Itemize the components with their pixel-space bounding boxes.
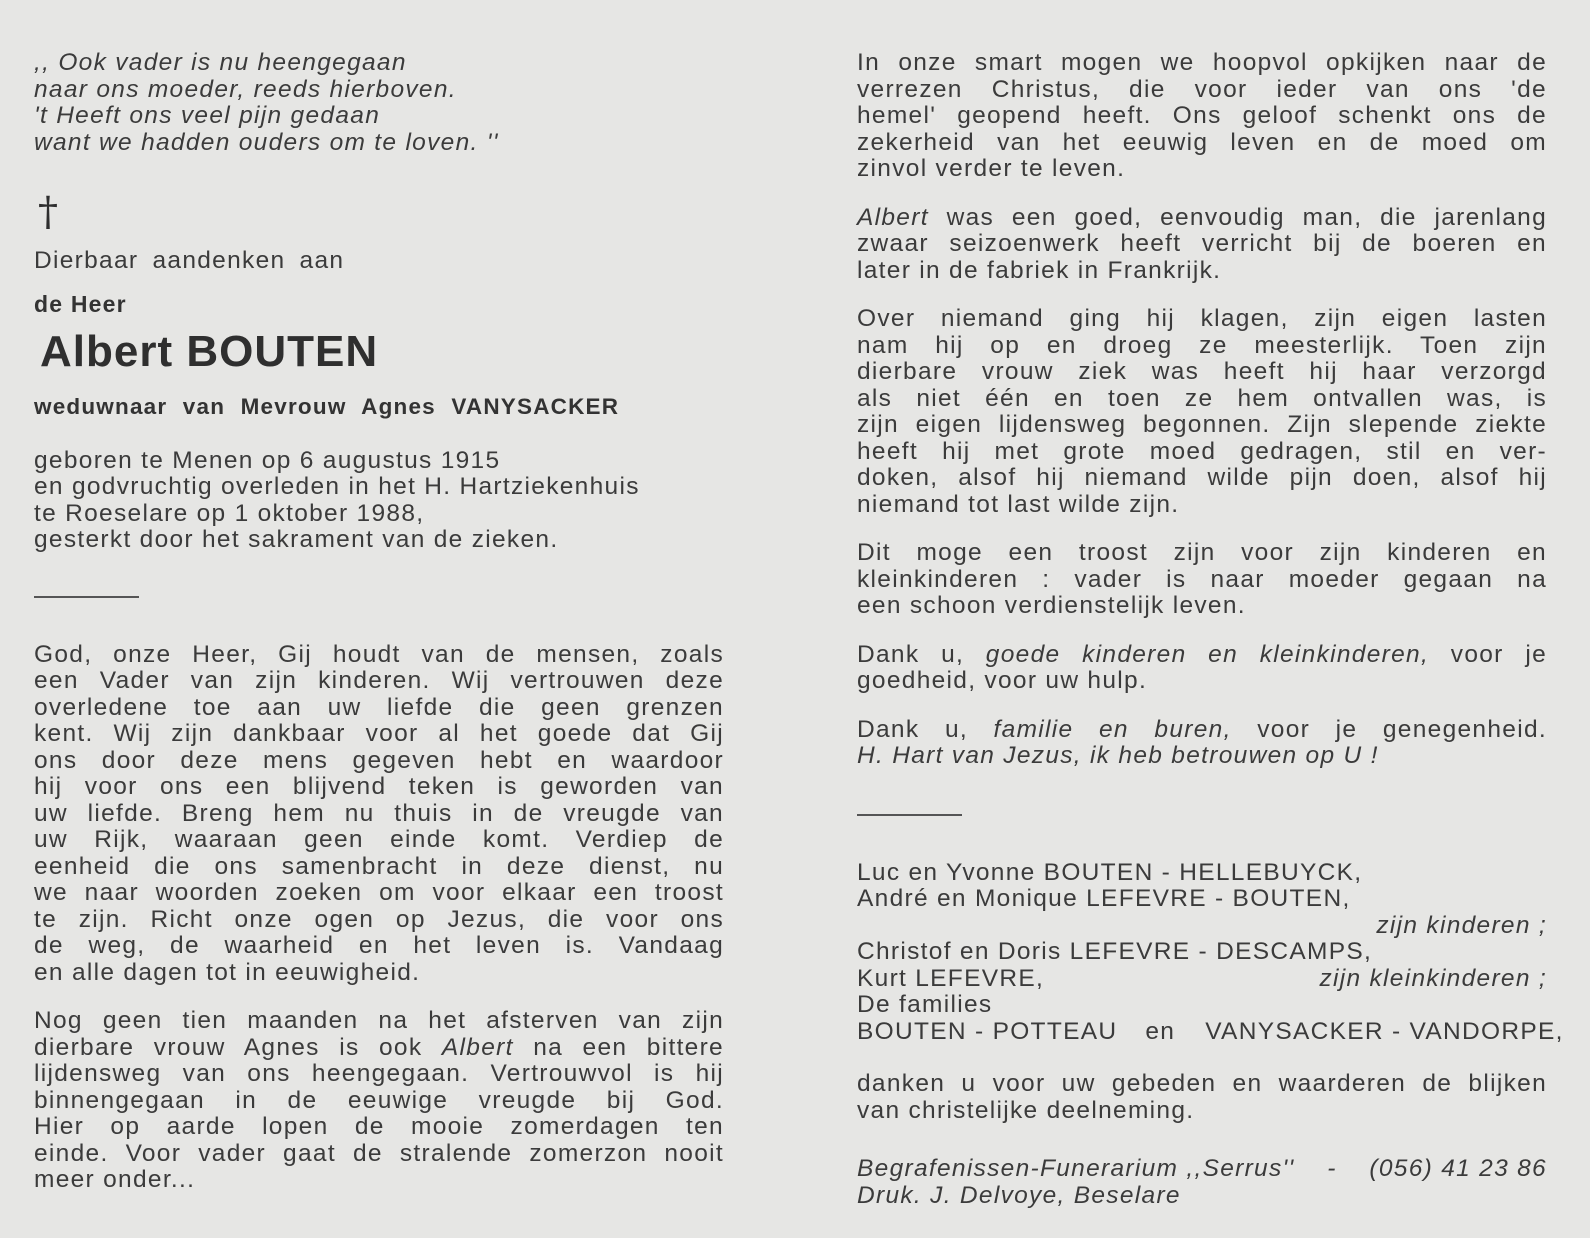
thanks-italic: familie en buren,: [993, 715, 1232, 743]
albert-text: was een goed, eenvoudig man, die jarenlang: [928, 203, 1547, 231]
passing-line: lijdensweg van ons heengegaan. Vertrouwvol is hij: [34, 1060, 724, 1087]
suffering-line: niemand tot last wilde zijn.: [857, 490, 1180, 518]
thanks-text: Dank u,: [857, 715, 994, 743]
family-line: Christof en Doris LEFEVRE - DESCAMPS,: [857, 938, 1373, 965]
prayer-line: de weg, de waarheid en het leven is. Vandaag: [34, 932, 724, 959]
right-column: [857, 46, 1564, 1209]
passing-line: [34, 1035, 724, 1062]
albert-paragraph: [857, 205, 1547, 285]
hope-line: In onze smart mogen we hoopvol opkijken naar de: [857, 49, 1547, 76]
poem-line: 't Heeft ons veel pijn gedaan: [34, 102, 381, 129]
title-prefix: de Heer: [34, 290, 127, 317]
suffering-paragraph: [857, 306, 1547, 518]
suffering-line: doken, alsof hij niemand wilde pijn doen, alsof hij: [857, 464, 1547, 491]
comfort-paragraph: [857, 540, 1547, 620]
thanks-text: voor je genegenheid.: [1231, 715, 1547, 743]
passing-text: na een bittere: [513, 1033, 724, 1061]
passing-text: dierbare vrouw Agnes is ook: [34, 1033, 442, 1061]
family-line: Kurt LEFEVRE,: [857, 964, 1045, 992]
divider: [857, 814, 962, 816]
birth-line: te Roeselare op 1 oktober 1988,: [34, 499, 425, 527]
thanks-italic: goede kinderen en kleinkinderen,: [985, 640, 1430, 668]
funeral-home-name: Begrafenissen-Funerarium ,,Serrus'': [857, 1155, 1295, 1182]
prayer-line: en alle dagen tot in eeuwigheid.: [34, 958, 421, 986]
thanks-family: [857, 717, 1547, 770]
grandchildren-label: zijn kleinkinderen ;: [1319, 964, 1547, 992]
closing-line: van christelijke deelneming.: [857, 1096, 1195, 1124]
deceased-name: Albert BOUTEN: [40, 326, 379, 376]
hope-line: zinvol verder te leven.: [857, 155, 1126, 182]
printer-line: Druk. J. Delvoye, Beselare: [857, 1181, 1181, 1209]
birth-death-info: [34, 448, 724, 554]
divider: [34, 596, 139, 598]
thanks-line: [857, 717, 1547, 744]
hope-paragraph: [857, 50, 1547, 183]
prayer-line: hij voor ons een blijvend teken is geworden van: [34, 773, 724, 800]
family-line: BOUTEN - POTTEAU: [857, 1017, 1118, 1045]
thanks-text: Dank u,: [857, 640, 986, 668]
suffering-line: zijn eigen lijdensweg begonnen. Zijn slepende ziekte: [857, 411, 1547, 438]
cross-icon: †: [38, 189, 58, 235]
comfort-line: kleinkinderen : vader is naar moeder gegaan na: [857, 565, 1547, 593]
prayer-line: uw liefde. Breng hem nu thuis in de vreugde van: [34, 799, 724, 827]
family-line: André en Monique LEFEVRE - BOUTEN,: [857, 885, 1351, 912]
passing-line: einde. Voor vader gaat de stralende zomerzon nooit: [34, 1139, 724, 1167]
suffering-line: heeft hij met grote moed gedragen, stil en ver-: [857, 437, 1547, 465]
albert-line: later in de fabriek in Frankrijk.: [857, 256, 1222, 284]
family-row: [857, 966, 1547, 993]
intro-text: Dierbaar aandenken aan: [34, 247, 345, 274]
closing-paragraph: [857, 1071, 1547, 1124]
family-row: [857, 1017, 1564, 1046]
comfort-line: Dit moge een troost zijn voor zijn kinderen en: [857, 539, 1547, 566]
birth-line: gesterkt door het sakrament van de zieken.: [34, 526, 559, 553]
family-line: en: [1145, 1017, 1176, 1045]
albert-name: Albert: [857, 203, 929, 231]
prayer-line: uw Rijk, waaraan geen einde komt. Verdiep de: [34, 826, 724, 853]
passing-name: Albert: [441, 1033, 514, 1061]
prayer-line: een Vader van zijn kinderen. Wij vertrouwen deze: [34, 667, 724, 694]
hope-line: hemel' geopend heeft. Ons geloof schenkt ons de: [857, 102, 1547, 129]
children-label: zijn kinderen ;: [1376, 911, 1547, 939]
funeral-row: [857, 1156, 1547, 1183]
birth-line: en godvruchtig overleden in het H. Hartziekenhuis: [34, 473, 640, 500]
prayer-line: kent. Wij zijn dankbaar voor al het goede dat Gij: [34, 720, 724, 747]
thanks-line: goedheid, voor uw hulp.: [857, 667, 1148, 694]
suffering-line: Over niemand ging hij klagen, zijn eigen lasten: [857, 305, 1547, 332]
funeral-home: [857, 1156, 1547, 1209]
passing-line: Nog geen tien maanden na het afsterven van zijn: [34, 1007, 724, 1034]
prayer-line: eenheid die ons samenbracht in deze dienst, nu: [34, 852, 724, 880]
poem-line: naar ons moeder, reeds hierboven.: [34, 75, 457, 103]
hope-line: zekerheid van het eeuwig leven en de moed om: [857, 128, 1547, 156]
comfort-line: een schoon verdienstelijk leven.: [857, 592, 1246, 619]
funeral-dash: -: [1327, 1155, 1337, 1182]
poem: [34, 50, 724, 156]
widower-line: weduwnaar van Mevrouw Agnes VANYSACKER: [34, 393, 620, 419]
poem-line: want we hadden ouders om te loven. '': [34, 128, 499, 156]
albert-line: [857, 205, 1547, 232]
passing-line: meer onder...: [34, 1166, 196, 1193]
prayer-invocation: H. Hart van Jezus, ik heb betrouwen op U !: [857, 742, 1379, 769]
prayer-line: te zijn. Richt onze ogen op Jezus, die voor ons: [34, 905, 724, 933]
prayer-line: ons door deze mens gegeven hebt en waardoor: [34, 746, 724, 774]
birth-line: geboren te Menen op 6 augustus 1915: [34, 446, 501, 474]
prayer-line: overledene toe aan uw liefde die geen grenzen: [34, 693, 724, 721]
funeral-phone: (056) 41 23 86: [1369, 1155, 1547, 1182]
thanks-children: [857, 642, 1547, 695]
passing-line: binnengegaan in de eeuwige vreugde bij God.: [34, 1086, 724, 1114]
hope-line: verrezen Christus, die voor ieder van ons 'de: [857, 75, 1547, 103]
suffering-line: als niet één en toen ze hem ontvallen was, is: [857, 384, 1547, 412]
thanks-line: [857, 642, 1547, 669]
suffering-line: dierbare vrouw ziek was heeft hij haar verzorgd: [857, 358, 1547, 385]
prayer-line: we naar woorden zoeken om voor elkaar een troost: [34, 879, 724, 906]
passing-paragraph: [34, 1008, 724, 1194]
family-list: [857, 858, 1564, 1046]
left-column: [34, 46, 724, 1194]
poem-line: ,, Ook vader is nu heengegaan: [34, 49, 407, 76]
family-line: Luc en Yvonne BOUTEN - HELLEBUYCK,: [857, 858, 1363, 886]
thanks-text: voor je: [1429, 640, 1547, 668]
closing-line: danken u voor uw gebeden en waarderen de blijken: [857, 1070, 1547, 1097]
prayer-line: God, onze Heer, Gij houdt van de mensen, zoals: [34, 640, 724, 668]
suffering-line: nam hij op en droeg ze meesterlijk. Toen zijn: [857, 331, 1547, 359]
passing-line: Hier op aarde lopen de mooie zomerdagen ten: [34, 1113, 724, 1140]
albert-line: zwaar seizoenwerk heeft verricht bij de boeren en: [857, 230, 1547, 257]
family-line: De families: [857, 991, 993, 1018]
prayer: [34, 642, 724, 987]
family-line: VANYSACKER - VANDORPE,: [1205, 1017, 1564, 1045]
